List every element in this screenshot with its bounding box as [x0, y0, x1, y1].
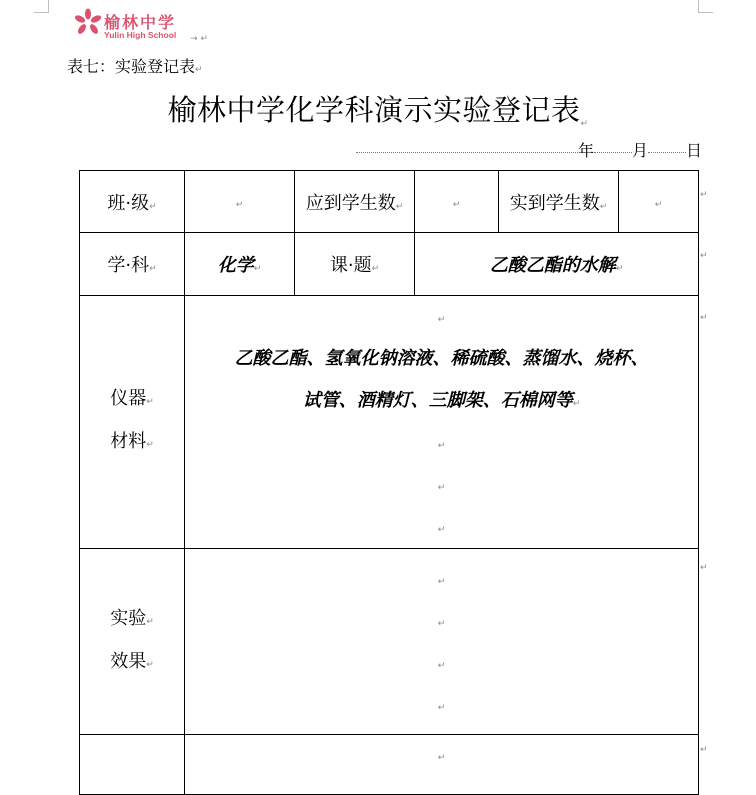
table-row — [80, 233, 699, 296]
class-label-cell: 班·级↵ — [80, 171, 185, 233]
logo-name-en: Yulin High School — [104, 30, 177, 40]
page-title: 榆林中学化学科演示实验登记表$_↵$ — [167, 93, 589, 129]
next-label-cell — [80, 735, 185, 795]
effect-value-cell[interactable]: ↵ ↵ ↵ ↵ — [185, 549, 699, 735]
registration-table — [79, 170, 699, 795]
materials-line-2: 试管、酒精灯、三脚架、石棉网等 — [302, 390, 573, 411]
actual-students-label-cell: 实到学生数↵ — [499, 171, 619, 233]
topic-value-cell[interactable]: 乙酸乙酯的水解↵ — [415, 233, 699, 296]
flower-logo-icon — [74, 8, 102, 38]
actual-students-value-cell[interactable]: ↵ — [619, 171, 699, 233]
subject-label-cell: 学·科↵ — [80, 233, 185, 296]
effect-label-cell: 实验↵ 效果↵ — [80, 549, 185, 735]
crop-mark-top-left — [34, 0, 49, 13]
logo-name-cn: 榆林中学 — [104, 13, 177, 32]
date-day-label: 日 — [686, 141, 703, 160]
topic-label-cell: 课·题↵ — [295, 233, 415, 296]
table-row — [80, 735, 699, 795]
table-label: 表七：实验登记表↵ — [67, 57, 203, 76]
materials-label-cell: 仪器↵ 材料↵ — [80, 296, 185, 549]
date-line — [356, 138, 702, 161]
next-value-cell[interactable]: ↵ — [185, 735, 699, 795]
row-end-mark: ↵ — [700, 745, 708, 755]
expected-students-label-cell: 应到学生数↵ — [295, 171, 415, 233]
date-month-label: 月 — [632, 141, 649, 160]
row-end-mark: ↵ — [700, 313, 708, 323]
row-end-mark: ↵ — [700, 251, 708, 261]
table-row — [80, 171, 699, 233]
date-year-label: 年 — [578, 141, 595, 160]
materials-line-1: 乙酸乙酯、氢氧化钠溶液、稀硫酸、蒸馏水、烧杯、 — [234, 348, 649, 369]
row-end-mark: ↵ — [700, 563, 708, 573]
crop-mark-top-right — [698, 0, 713, 13]
table-row — [80, 549, 699, 735]
subject-value-cell[interactable]: 化学↵ — [185, 233, 295, 296]
class-value-cell[interactable]: ↵ — [185, 171, 295, 233]
materials-value-cell[interactable]: ↵ 乙酸乙酯、氢氧化钠溶液、稀硫酸、蒸馏水、烧杯、 试管、酒精灯、三脚架、石棉网等↵ ↵ ↵ ↵ — [185, 296, 699, 549]
table-row — [80, 296, 699, 549]
row-end-mark: ↵ — [700, 190, 708, 200]
tab-mark: → ↵ — [190, 34, 208, 44]
expected-students-value-cell[interactable]: ↵ — [415, 171, 499, 233]
